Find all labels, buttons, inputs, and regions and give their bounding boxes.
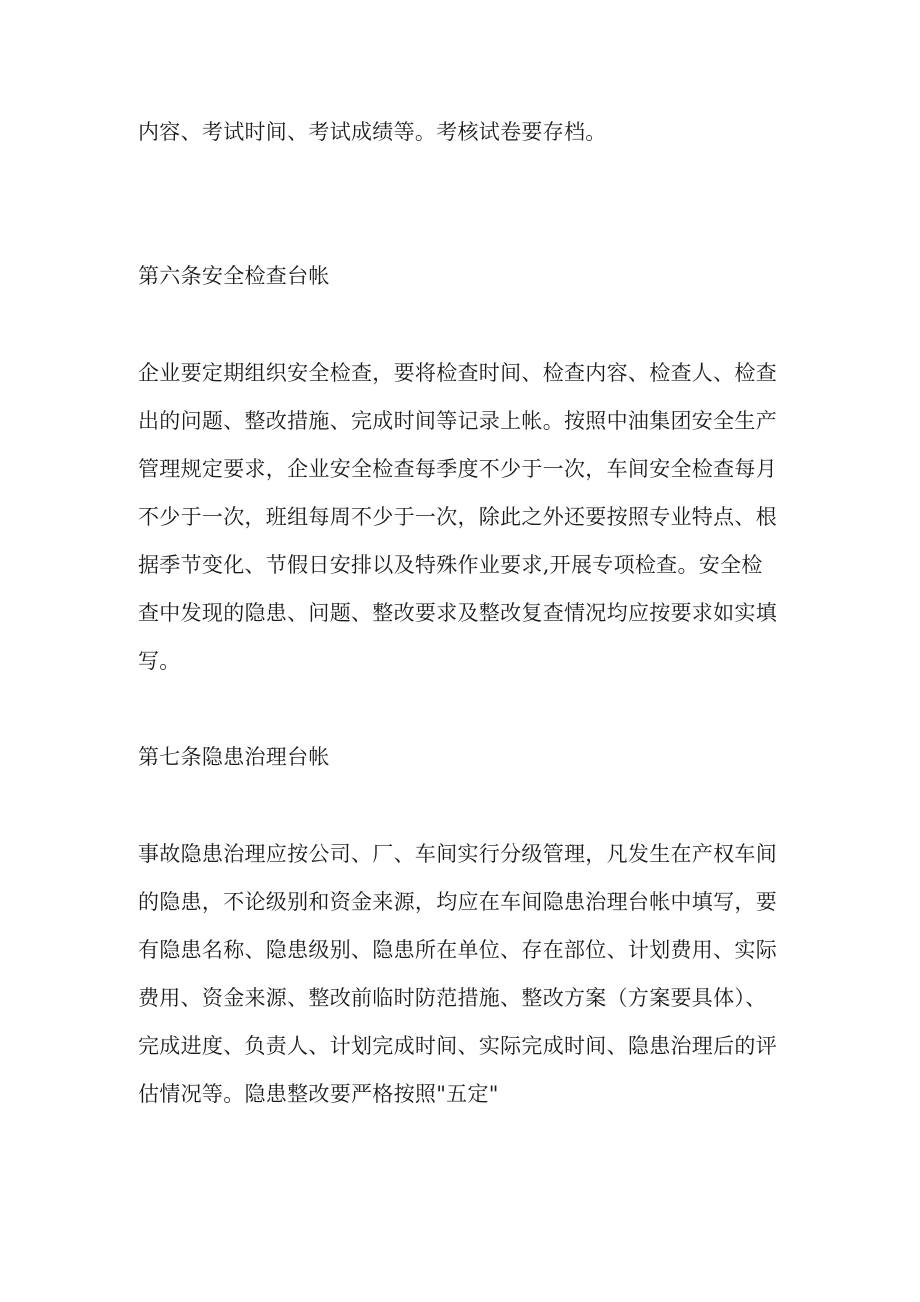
section-6-heading: 第六条安全检查台帐 bbox=[138, 264, 330, 288]
section-6-line: 据季节变化、节假日安排以及特殊作业要求,开展专项检查。安全检 bbox=[138, 553, 763, 577]
section-7-line: 估情况等。隐患整改要严格按照"五定" bbox=[138, 1082, 499, 1106]
section-6-line: 查中发现的隐患、问题、整改要求及整改复查情况均应按要求如实填 bbox=[138, 601, 777, 625]
section-7-line: 费用、资金来源、整改前临时防范措施、整改方案（方案要具体）、 bbox=[138, 986, 767, 1010]
section-6-line: 出的问题、整改措施、完成时间等记录上帐。按照中油集团安全生产 bbox=[138, 409, 777, 433]
section-7-heading: 第七条隐患治理台帐 bbox=[138, 745, 330, 769]
section-7-line: 的隐患，不论级别和资金来源，均应在车间隐患治理台帐中填写，要 bbox=[138, 890, 777, 914]
section-6-line: 管理规定要求，企业安全检查每季度不少于一次，车间安全检查每月 bbox=[138, 457, 777, 481]
section-6-line: 企业要定期组织安全检查，要将检查时间、检查内容、检查人、检查 bbox=[138, 361, 777, 385]
section-6-line: 不少于一次，班组每周不少于一次，除此之外还要按照专业特点、根 bbox=[138, 505, 777, 529]
section-7-line: 有隐患名称、隐患级别、隐患所在单位、存在部位、计划费用、实际 bbox=[138, 938, 777, 962]
section-7-line: 完成进度、负责人、计划完成时间、实际完成时间、隐患治理后的评 bbox=[138, 1034, 777, 1058]
section-7-line: 事故隐患治理应按公司、厂、车间实行分级管理，凡发生在产权车间 bbox=[138, 842, 777, 866]
section-6-line: 写。 bbox=[138, 649, 181, 673]
intro-line: 内容、考试时间、考试成绩等。考核试卷要存档。 bbox=[138, 120, 607, 144]
